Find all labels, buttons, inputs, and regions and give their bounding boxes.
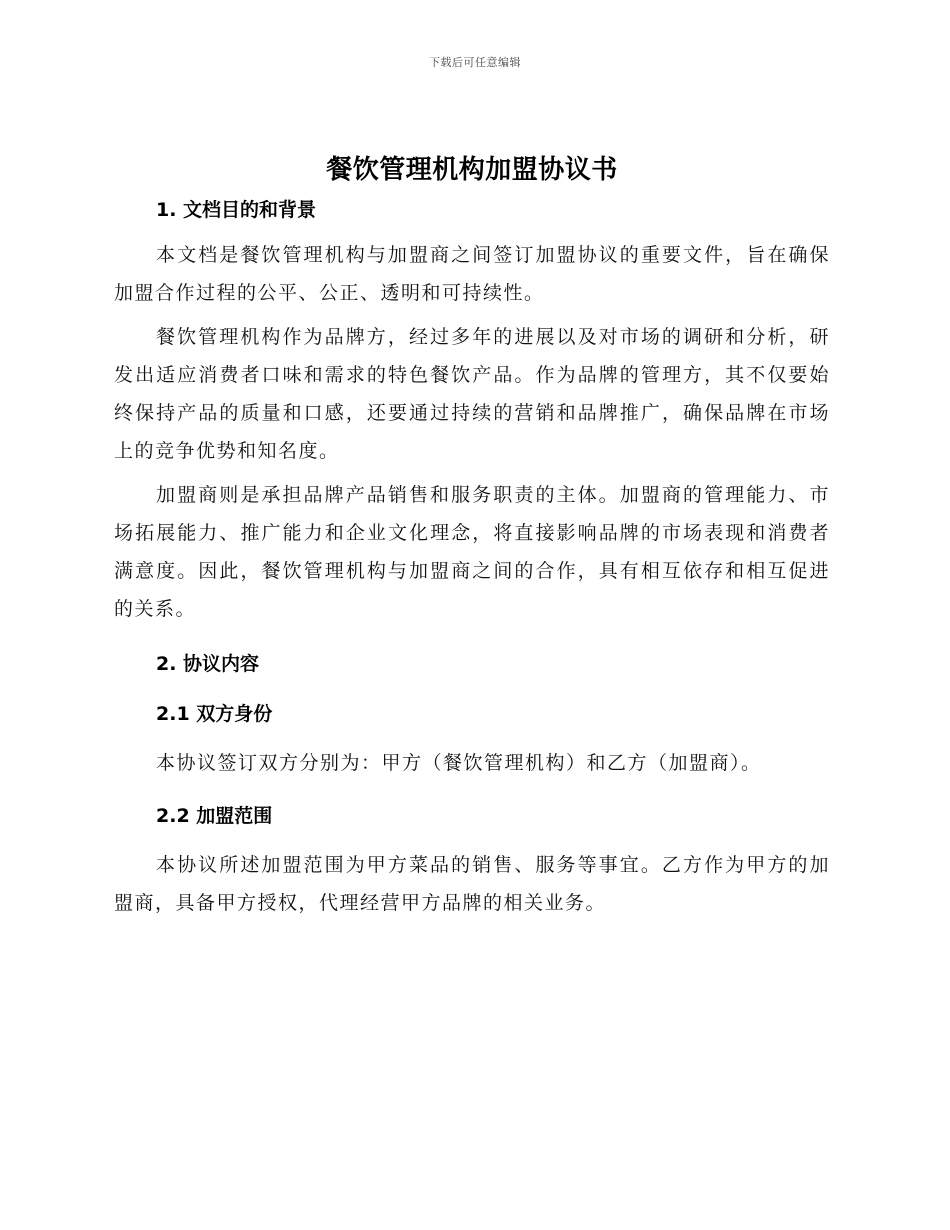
- paragraph-parties: 本协议签订双方分别为：甲方（餐饮管理机构）和乙方（加盟商）。: [156, 752, 762, 774]
- document-body: [114, 150, 830, 922]
- subsection-heading-parties: 2.1 双方身份: [156, 703, 273, 725]
- paragraph-purpose-1: 本文档是餐饮管理机构与加盟商之间签订加盟协议的重要文件，旨在确保加盟合作过程的公平、公正、透明和可持续性。: [114, 244, 830, 304]
- subsection-heading-scope: 2.2 加盟范围: [156, 805, 273, 827]
- document-title: 餐饮管理机构加盟协议书: [326, 155, 618, 185]
- paragraph-purpose-3: 加盟商则是承担品牌产品销售和服务职责的主体。加盟商的管理能力、市场拓展能力、推广能力和企业文化理念，将直接影响品牌的市场表现和消费者满意度。因此，餐饮管理机构与加盟商之间的合作，具有相互依存和相互促进的关系。: [114, 484, 830, 620]
- section-heading-purpose: 1. 文档目的和背景: [156, 199, 317, 221]
- paragraph-purpose-2: 餐饮管理机构作为品牌方，经过多年的进展以及对市场的调研和分析，研发出适应消费者口味和需求的特色餐饮产品。作为品牌的管理方，其不仅要始终保持产品的质量和口感，还要通过持续的营销和品牌推广，确保品牌在市场上的竞争优势和知名度。: [114, 326, 830, 462]
- paragraph-scope: 本协议所述加盟范围为甲方菜品的销售、服务等事宜。乙方作为甲方的加盟商，具备甲方授权，代理经营甲方品牌的相关业务。: [114, 854, 830, 914]
- section-heading-agreement: 2. 协议内容: [156, 653, 260, 675]
- header-note: 下载后可任意编辑: [429, 56, 521, 69]
